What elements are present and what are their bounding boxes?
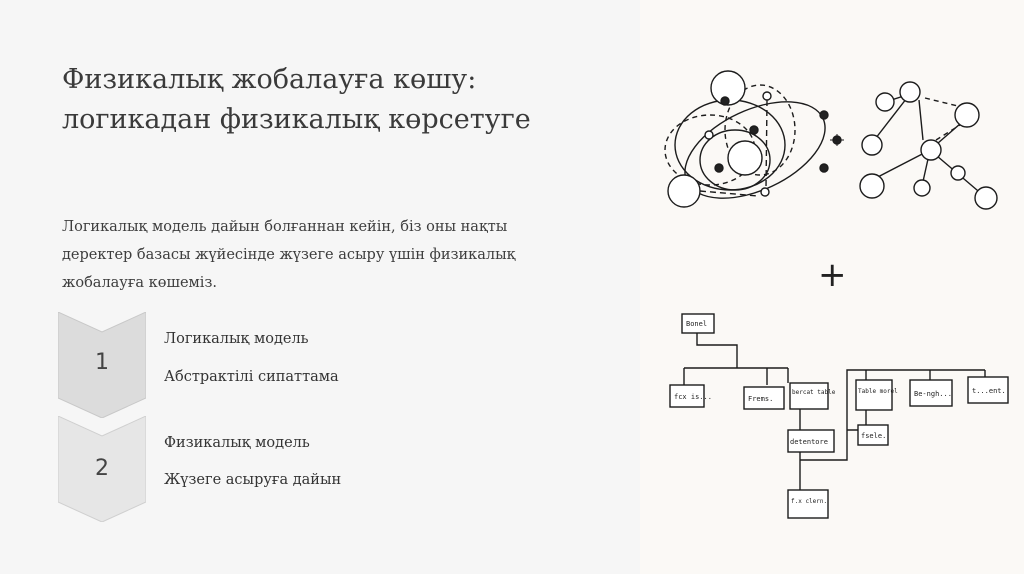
step-2-heading: Физикалық модель — [164, 435, 310, 451]
sketch-node — [728, 141, 762, 175]
sketch-node — [721, 97, 729, 105]
step-1-heading: Логикалық модель — [164, 331, 309, 347]
slide-title — [62, 60, 622, 140]
step-1-chevron — [58, 312, 146, 418]
sketch-box-label: f.x clern. — [791, 498, 828, 505]
sketch-box-label: fcx is... — [674, 393, 712, 401]
sketch-box-label: Frems. — [748, 395, 774, 403]
intro-line-1: Логикалық модель дайын болғаннан кейін, біз оны нақты — [62, 219, 508, 235]
sketch-node — [761, 188, 769, 196]
sketch-box-label: bercat table — [792, 389, 836, 396]
sketch-node — [705, 131, 713, 139]
sketch-box-label: detentore — [790, 438, 828, 446]
step-2-number: 2 — [95, 456, 109, 481]
slide-title-line-2: логикадан физикалық көрсетуге — [62, 104, 531, 135]
sketch-box-label: t...ent. — [972, 387, 1006, 395]
step-1-number: 1 — [95, 350, 109, 375]
intro-line-3: жобалауға көшеміз. — [62, 275, 217, 291]
sketch-illustration-panel — [640, 0, 1024, 574]
sketch-box-label: Be-ngh... — [914, 390, 952, 398]
sketch-node — [750, 126, 758, 134]
sketch-node — [763, 92, 771, 100]
sketch-box-label: Table morel — [858, 388, 898, 395]
sketch-node — [668, 175, 700, 207]
sketch-box-label: fsele. — [861, 432, 887, 440]
plus-sign: + — [818, 255, 847, 295]
sketch-box-label: Bonel — [686, 320, 708, 328]
sketch-node — [715, 164, 723, 172]
step-2-chevron — [58, 416, 146, 522]
intro-paragraph — [62, 213, 532, 297]
slide-title-line-1: Физикалық жобалауға көшу: — [62, 64, 477, 95]
step-1-subtext: Абстрактілі сипаттама — [164, 369, 339, 385]
step-2-subtext: Жүзеге асыруға дайын — [164, 472, 342, 488]
intro-line-2: деректер базасы жүйесінде жүзеге асыру үшін физикалық — [62, 247, 516, 263]
